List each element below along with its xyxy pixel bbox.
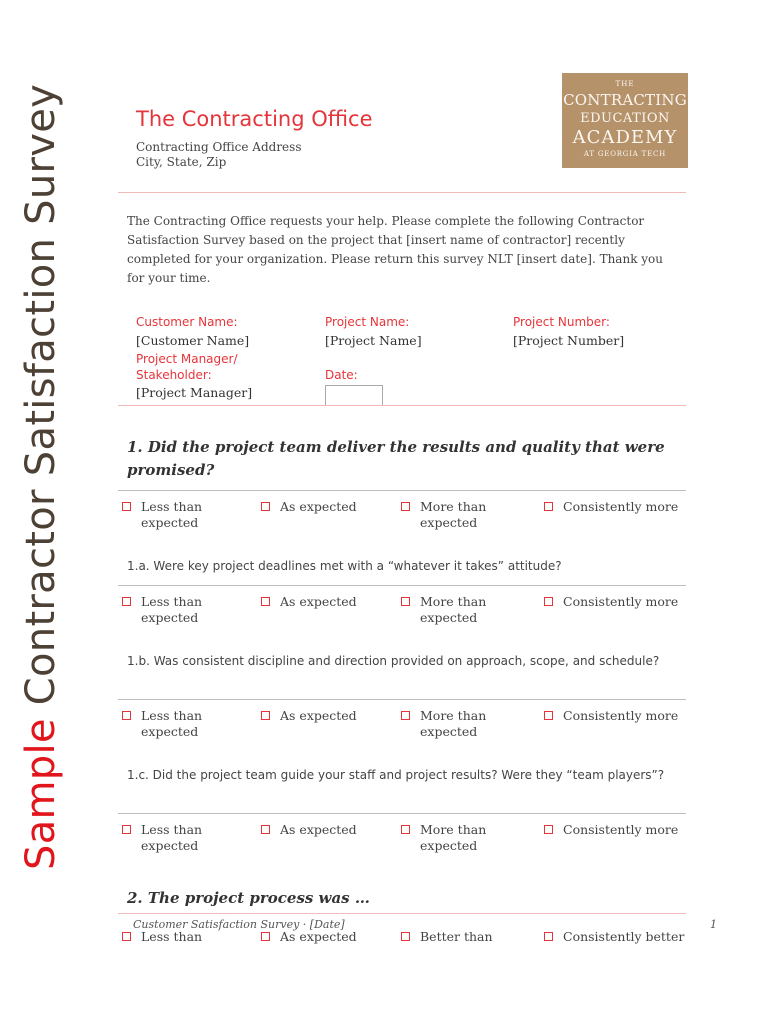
option-less-than-expected[interactable] bbox=[141, 708, 202, 740]
question-1c: 1.c. Did the project team guide your staff and project results? Were they “team players”? bbox=[127, 768, 665, 782]
checkbox-icon[interactable] bbox=[544, 711, 553, 720]
checkbox-icon[interactable] bbox=[122, 711, 131, 720]
date-field[interactable] bbox=[325, 385, 383, 406]
option-text: Less than bbox=[141, 708, 203, 723]
academy-logo bbox=[562, 73, 688, 168]
checkbox-icon[interactable] bbox=[261, 932, 270, 941]
checkbox-icon[interactable] bbox=[122, 502, 131, 511]
option-text: More than bbox=[420, 499, 487, 514]
logo-line: ACADEMY bbox=[572, 127, 678, 148]
option-as-expected[interactable]: As expected bbox=[280, 499, 357, 514]
checkbox-icon[interactable] bbox=[261, 825, 270, 834]
option-as-expected[interactable]: As expected bbox=[280, 594, 357, 609]
checkbox-icon[interactable] bbox=[401, 502, 410, 511]
option-more-than-expected[interactable] bbox=[420, 594, 486, 626]
question-divider bbox=[118, 699, 686, 700]
project-number-label: Project Number: bbox=[513, 315, 610, 329]
question-2: 2. The project process was … bbox=[127, 889, 370, 907]
project-number-value[interactable]: [Project Number] bbox=[513, 333, 625, 348]
checkbox-icon[interactable] bbox=[401, 825, 410, 834]
logo-line: EDUCATION bbox=[580, 111, 670, 126]
checkbox-icon[interactable] bbox=[401, 597, 410, 606]
side-title-satisfaction-survey: Satisfaction Survey bbox=[18, 83, 64, 477]
address-line: City, State, Zip bbox=[136, 155, 227, 169]
project-manager-value[interactable]: [Project Manager] bbox=[136, 385, 253, 400]
option-less-than-expected[interactable] bbox=[141, 499, 202, 531]
project-name-label: Project Name: bbox=[325, 315, 410, 329]
option-consistently-more[interactable]: Consistently more bbox=[563, 708, 679, 723]
customer-name-value[interactable]: [Customer Name] bbox=[136, 333, 250, 348]
option-text: expected bbox=[141, 838, 199, 853]
option-text: expected bbox=[420, 515, 478, 530]
option-text: expected bbox=[420, 838, 478, 853]
checkbox-icon[interactable] bbox=[122, 597, 131, 606]
checkbox-icon[interactable] bbox=[544, 932, 553, 941]
side-title bbox=[18, 70, 64, 870]
option-as-expected[interactable]: As expected bbox=[280, 822, 357, 837]
option-more-than-expected[interactable] bbox=[420, 499, 486, 531]
office-address bbox=[136, 140, 301, 170]
option-less-than[interactable]: Less than bbox=[141, 929, 203, 944]
side-title-sample: Sample bbox=[18, 718, 64, 870]
option-consistently-more[interactable]: Consistently more bbox=[563, 822, 679, 837]
option-text: More than bbox=[420, 708, 487, 723]
fields-divider bbox=[118, 405, 686, 406]
address-line: Contracting Office Address bbox=[136, 140, 302, 154]
checkbox-icon[interactable] bbox=[544, 825, 553, 834]
option-text: expected bbox=[141, 724, 199, 739]
checkbox-icon[interactable] bbox=[261, 597, 270, 606]
date-label: Date: bbox=[325, 368, 358, 382]
question-divider bbox=[118, 490, 686, 491]
office-name: The Contracting Office bbox=[136, 107, 373, 131]
project-manager-label-line: Project Manager/ bbox=[136, 352, 238, 366]
footer-text: Customer Satisfaction Survey · [Date] bbox=[133, 918, 345, 931]
option-consistently-more[interactable]: Consistently more bbox=[563, 594, 679, 609]
option-text: Less than bbox=[141, 594, 203, 609]
question-divider bbox=[118, 813, 686, 814]
intro-paragraph: The Contracting Office requests your help. Please complete the following Contractor Satisfaction Survey based on the project that [insert name of contractor] recently completed for your organization. Please return this survey NLT [insert date]. Thank you for your time. bbox=[127, 214, 664, 285]
option-consistently-better[interactable]: Consistently better bbox=[563, 929, 685, 944]
option-as-expected[interactable]: As expected bbox=[280, 929, 357, 944]
question-1: 1. Did the project team deliver the results and quality that were promised? bbox=[127, 438, 665, 479]
option-less-than-expected[interactable] bbox=[141, 594, 202, 626]
option-text: Less than bbox=[141, 499, 203, 514]
logo-line: CONTRACTING bbox=[563, 91, 687, 109]
checkbox-icon[interactable] bbox=[122, 932, 131, 941]
option-text: More than bbox=[420, 822, 487, 837]
option-text: More than bbox=[420, 594, 487, 609]
option-consistently-more[interactable]: Consistently more bbox=[563, 499, 679, 514]
question-1a: 1.a. Were key project deadlines met with a “whatever it takes” attitude? bbox=[127, 559, 562, 573]
question-1b: 1.b. Was consistent discipline and direction provided on approach, scope, and schedule? bbox=[127, 654, 660, 668]
option-text: expected bbox=[141, 610, 199, 625]
option-more-than-expected[interactable] bbox=[420, 708, 486, 740]
checkbox-icon[interactable] bbox=[401, 711, 410, 720]
option-text: expected bbox=[420, 610, 478, 625]
logo-line: THE bbox=[615, 80, 635, 88]
side-title-contractor: Contractor bbox=[18, 489, 64, 706]
option-better-than[interactable]: Better than bbox=[420, 929, 493, 944]
project-name-value[interactable]: [Project Name] bbox=[325, 333, 422, 348]
option-more-than-expected[interactable] bbox=[420, 822, 486, 854]
page-number: 1 bbox=[710, 918, 717, 931]
header-divider bbox=[118, 192, 686, 193]
question-divider bbox=[118, 585, 686, 586]
option-as-expected[interactable]: As expected bbox=[280, 708, 357, 723]
option-text: expected bbox=[141, 515, 199, 530]
logo-line: AT GEORGIA TECH bbox=[583, 150, 667, 158]
option-less-than-expected[interactable] bbox=[141, 822, 202, 854]
checkbox-icon[interactable] bbox=[544, 502, 553, 511]
checkbox-icon[interactable] bbox=[261, 502, 270, 511]
customer-name-label: Customer Name: bbox=[136, 315, 238, 329]
checkbox-icon[interactable] bbox=[122, 825, 131, 834]
option-text: expected bbox=[420, 724, 478, 739]
footer-divider bbox=[118, 913, 686, 914]
checkbox-icon[interactable] bbox=[401, 932, 410, 941]
checkbox-icon[interactable] bbox=[261, 711, 270, 720]
option-text: Less than bbox=[141, 822, 203, 837]
project-manager-label-line: Stakeholder: bbox=[136, 368, 212, 382]
project-manager-label bbox=[136, 351, 238, 383]
checkbox-icon[interactable] bbox=[544, 597, 553, 606]
